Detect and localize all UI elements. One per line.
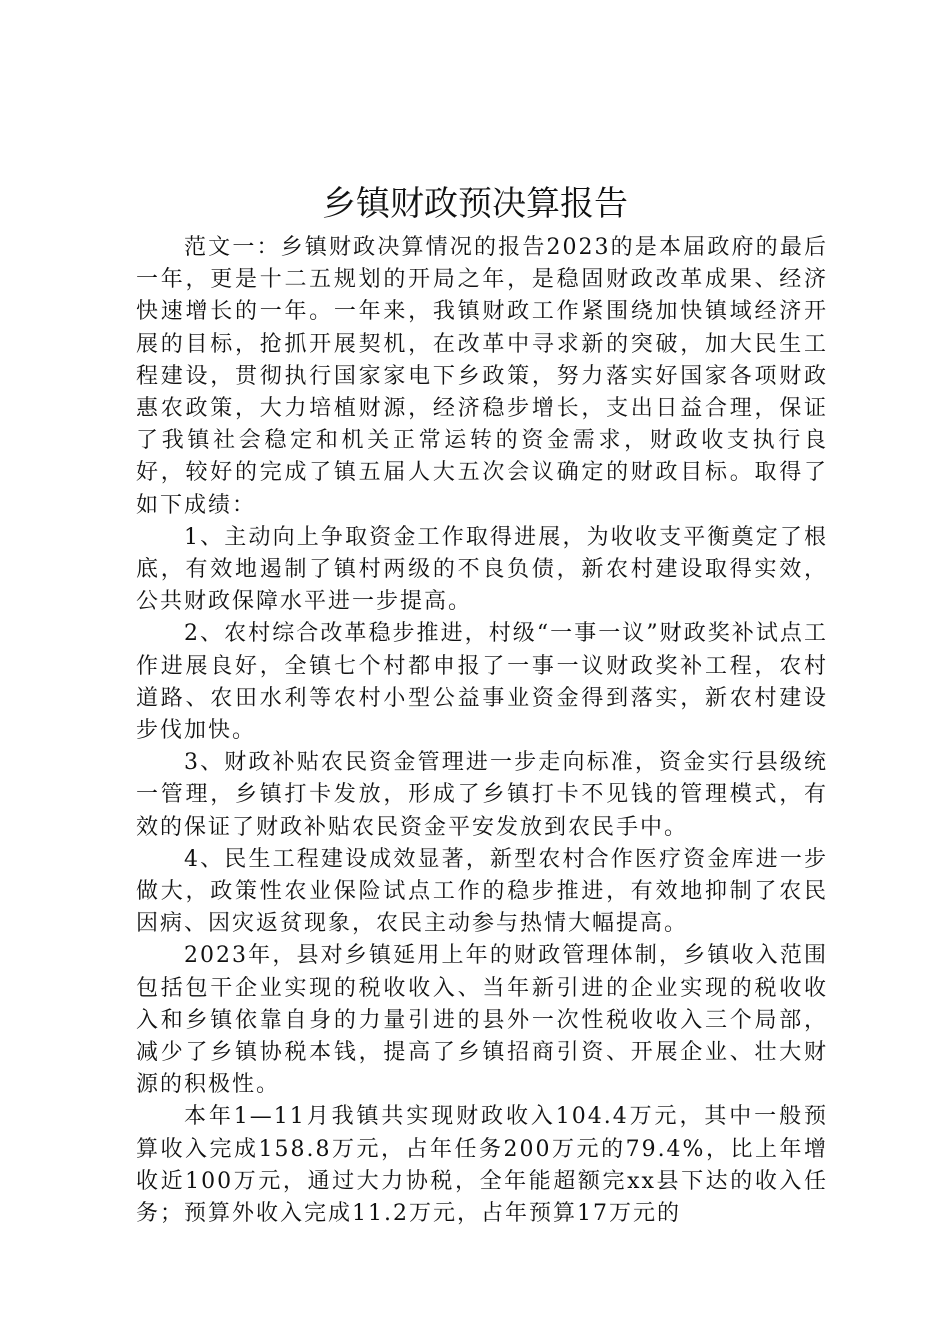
paragraph-item-2: 2、农村综合改革稳步推进，村级“一事一议”财政奖补试点工作进展良好，全镇七个村都申报了一事一议财政奖补工程，农村道路、农田水利等农村小型公益事业资金得到落实，新农村建设步伐加快。 bbox=[136, 621, 828, 744]
paragraph-intro: 范文一：乡镇财政决算情况的报告2023的是本届政府的最后一年，更是十二五规划的开局之年，是稳固财政改革成果、经济快速增长的一年。一年来，我镇财政工作紧围绕加快镇域经济开展的目标，抢抓开展契机，在改革中寻求新的突破，加大民生工程建设，贯彻执行国家家电下乡政策，努力落实好国家各项财政惠农政策，大力培植财源，经济稳步增长，支出日益合理，保证了我镇社会稳定和机关正常运转的资金需求，财政收支执行良好，较好的完成了镇五届人大五次会议确定的财政目标。取得了如下成绩： bbox=[136, 235, 828, 518]
paragraph-item-4: 4、民生工程建设成效显著，新型农村合作医疗资金库进一步做大，政策性农业保险试点工作的稳步推进，有效地抑制了农民因病、因灾返贫现象，农民主动参与热情大幅提高。 bbox=[136, 846, 828, 937]
paragraph-revenue-figures: 本年1—11月我镇共实现财政收入104.4万元，其中一般预算收入完成158.8万元，占年任务200万元的79.4%，比上年增收近100万元，通过大力协税，全年能超额完xx县下达的收入任务；预算外收入完成11.2万元，占年预算17万元的 bbox=[136, 1104, 828, 1227]
paragraph-item-3: 3、财政补贴农民资金管理进一步走向标准，资金实行县级统一管理，乡镇打卡发放，形成了乡镇打卡不见钱的管理模式，有效的保证了财政补贴农民资金平安发放到农民手中。 bbox=[136, 750, 828, 840]
paragraph-revenue-scope: 2023年，县对乡镇延用上年的财政管理体制，乡镇收入范围包括包干企业实现的税收收入、当年新引进的企业实现的税收收入和乡镇依靠自身的力量引进的县外一次性税收收入三个局部，减少了乡镇协税本钱，提高了乡镇招商引资、开展企业、壮大财源的积极性。 bbox=[136, 943, 828, 1098]
paragraph-item-1: 1、主动向上争取资金工作取得进展，为收收支平衡奠定了根底，有效地遏制了镇村两级的不良负债，新农村建设取得实效，公共财政保障水平进一步提高。 bbox=[136, 524, 828, 615]
document-title: 乡镇财政预决算报告 bbox=[322, 184, 628, 224]
document-body bbox=[136, 232, 828, 1230]
